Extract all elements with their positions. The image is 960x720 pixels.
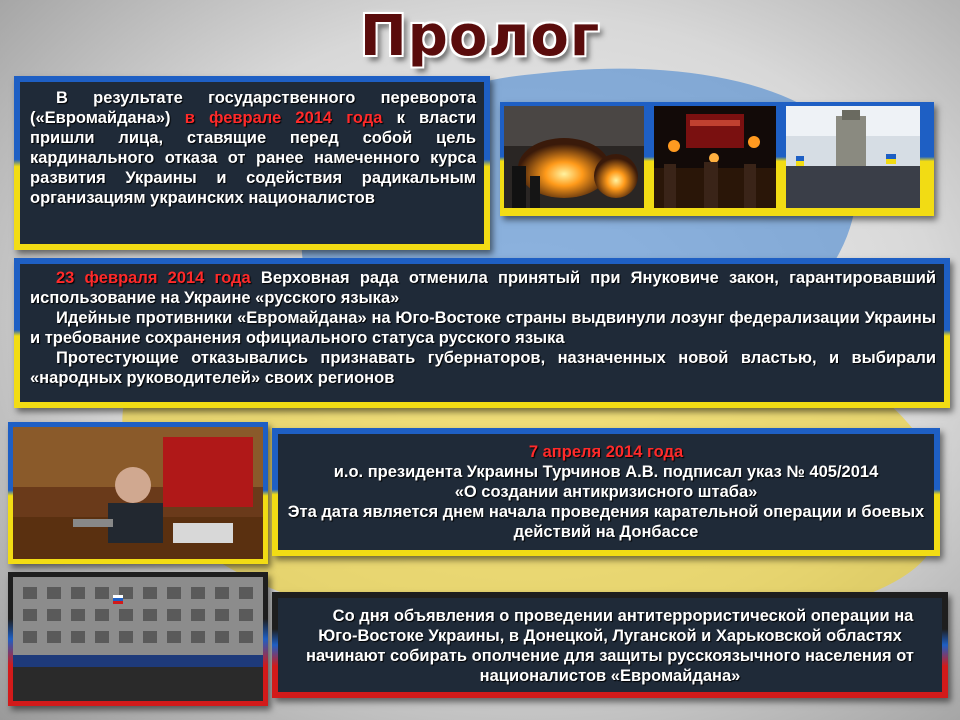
events-text-1: Верховная рада отменила принятый при Януковиче закон, гарантировавший использование на Украине «русского языка» xyxy=(30,269,936,307)
events-date-highlight: 23 февраля 2014 года xyxy=(56,269,251,287)
parliament-speaker-photo xyxy=(13,427,263,559)
intro-date-highlight: в феврале 2014 года xyxy=(184,109,383,127)
torch-march-photo xyxy=(654,106,776,208)
slide-title: Пролог xyxy=(359,4,601,69)
decree-date: 7 апреля 2014 года xyxy=(528,443,684,461)
events-text-box xyxy=(14,258,950,408)
occupied-building-photo xyxy=(13,577,263,701)
events-text-panel xyxy=(20,264,944,402)
militia-text-panel xyxy=(278,598,942,692)
decree-line-2: «О создании антикризисного штаба» xyxy=(454,483,758,501)
maidan-crowd-photo xyxy=(786,106,920,208)
photo-strip xyxy=(500,102,934,216)
intro-paragraph xyxy=(30,88,476,208)
intro-text-end: к власти пришли лица, ставящие перед собой цель кардинального отказа от ранее намеченного курса развития Украины и содействия радикальным организациям украинских националистов xyxy=(30,109,476,207)
decree-text-panel xyxy=(278,434,934,550)
decree-text-box xyxy=(272,428,940,556)
photo-row xyxy=(504,106,930,212)
building-photo-frame xyxy=(8,572,268,706)
intro-text-box xyxy=(14,76,490,250)
decree-line-3: Эта дата является днем начала проведения карательной операции и боевых действий на Донбассе xyxy=(287,503,925,541)
militia-text: Со дня объявления о проведении антитеррористической операции на Юго-Востоке Украины, в Донецкой, Луганской и Харьковской областях начинают собирать ополчение для защиты русскоязычного населения от националистов «Евромайдана» xyxy=(306,607,914,685)
maidan-fire-photo xyxy=(504,106,644,208)
militia-text-box xyxy=(272,592,948,698)
events-paragraph-1 xyxy=(30,268,936,308)
events-paragraph-3: Протестующие отказывались признавать губернаторов, назначенных новой властью, и выбирали «народных руководителей» своих регионов xyxy=(30,349,936,387)
decree-line-1: и.о. президента Украины Турчинов А.В. подписал указ № 405/2014 xyxy=(333,463,879,481)
events-paragraph-2: Идейные противники «Евромайдана» на Юго-Востоке страны выдвинули лозунг федерализации Украины и требование сохранения официального статуса русского языка xyxy=(30,309,936,347)
intro-text-panel xyxy=(20,82,484,244)
parliament-photo-frame xyxy=(8,422,268,564)
intro-text-start: В результате государственного переворота («Евромайдана») xyxy=(30,89,476,127)
